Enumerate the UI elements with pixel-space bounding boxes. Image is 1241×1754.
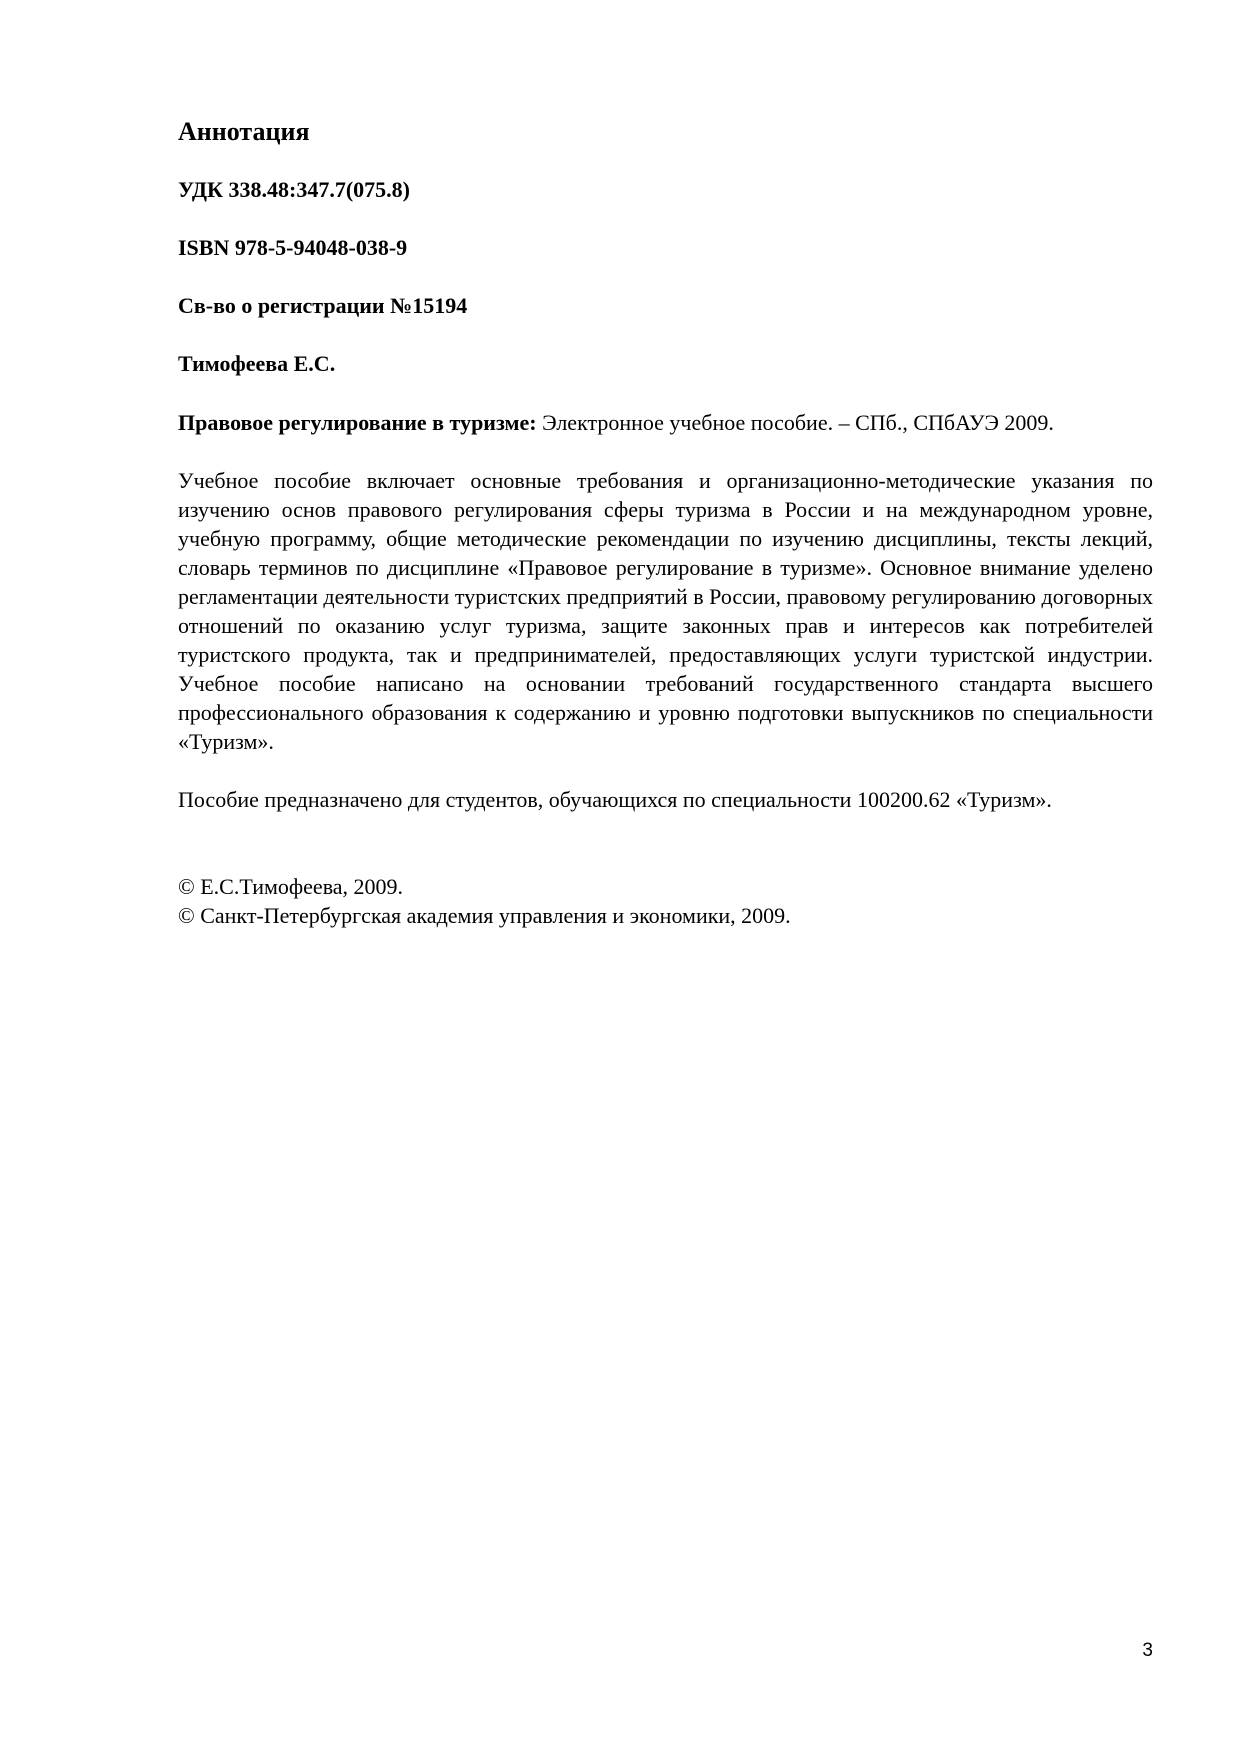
page-number: 3 — [1142, 1640, 1153, 1661]
description-paragraph: Учебное пособие включает основные требования и организационно-методические указания по изучению основ правового регулирования сферы туризма в России и на международном уровне, учебную программу, общие методические рекомендации по изучению дисциплины, тексты лекций, словарь терминов по дисциплине «Правовое регулирование в туризме». Основное внимание уделено регламентации деятельности туристских предприятий в России, правовому регулированию договорных отношений по оказанию услуг туризма, защите законных прав и интересов как потребителей туристского продукта, так и предпринимателей, предоставляющих услуги туристской индустрии. Учебное пособие написано на основании требований государственного стандарта высшего профессионального образования к содержанию и уровню подготовки выпускников по специальности «Туризм». — [178, 468, 1153, 754]
citation-title: Правовое регулирование в туризме: — [178, 410, 537, 435]
annotation-content — [178, 116, 1153, 930]
registration-number: Св-во о регистрации №15194 — [178, 293, 468, 318]
udk-code: УДК 338.48:347.7(075.8) — [178, 177, 410, 202]
copyright-block — [178, 872, 1153, 930]
author-name: Тимофеева Е.С. — [178, 351, 336, 376]
audience-paragraph: Пособие предназначено для студентов, обучающихся по специальности 100200.62 «Туризм». — [178, 787, 1052, 812]
copyright-publisher: © Санкт-Петербургская академия управления и экономики, 2009. — [178, 903, 791, 928]
citation-details: Электронное учебное пособие. – СПб., СПбАУЭ 2009. — [536, 410, 1054, 435]
copyright-author: © Е.С.Тимофеева, 2009. — [178, 874, 404, 899]
isbn-code: ISBN 978-5-94048-038-9 — [178, 235, 408, 260]
page-title: Аннотация — [178, 117, 310, 146]
citation-paragraph — [178, 408, 1153, 437]
